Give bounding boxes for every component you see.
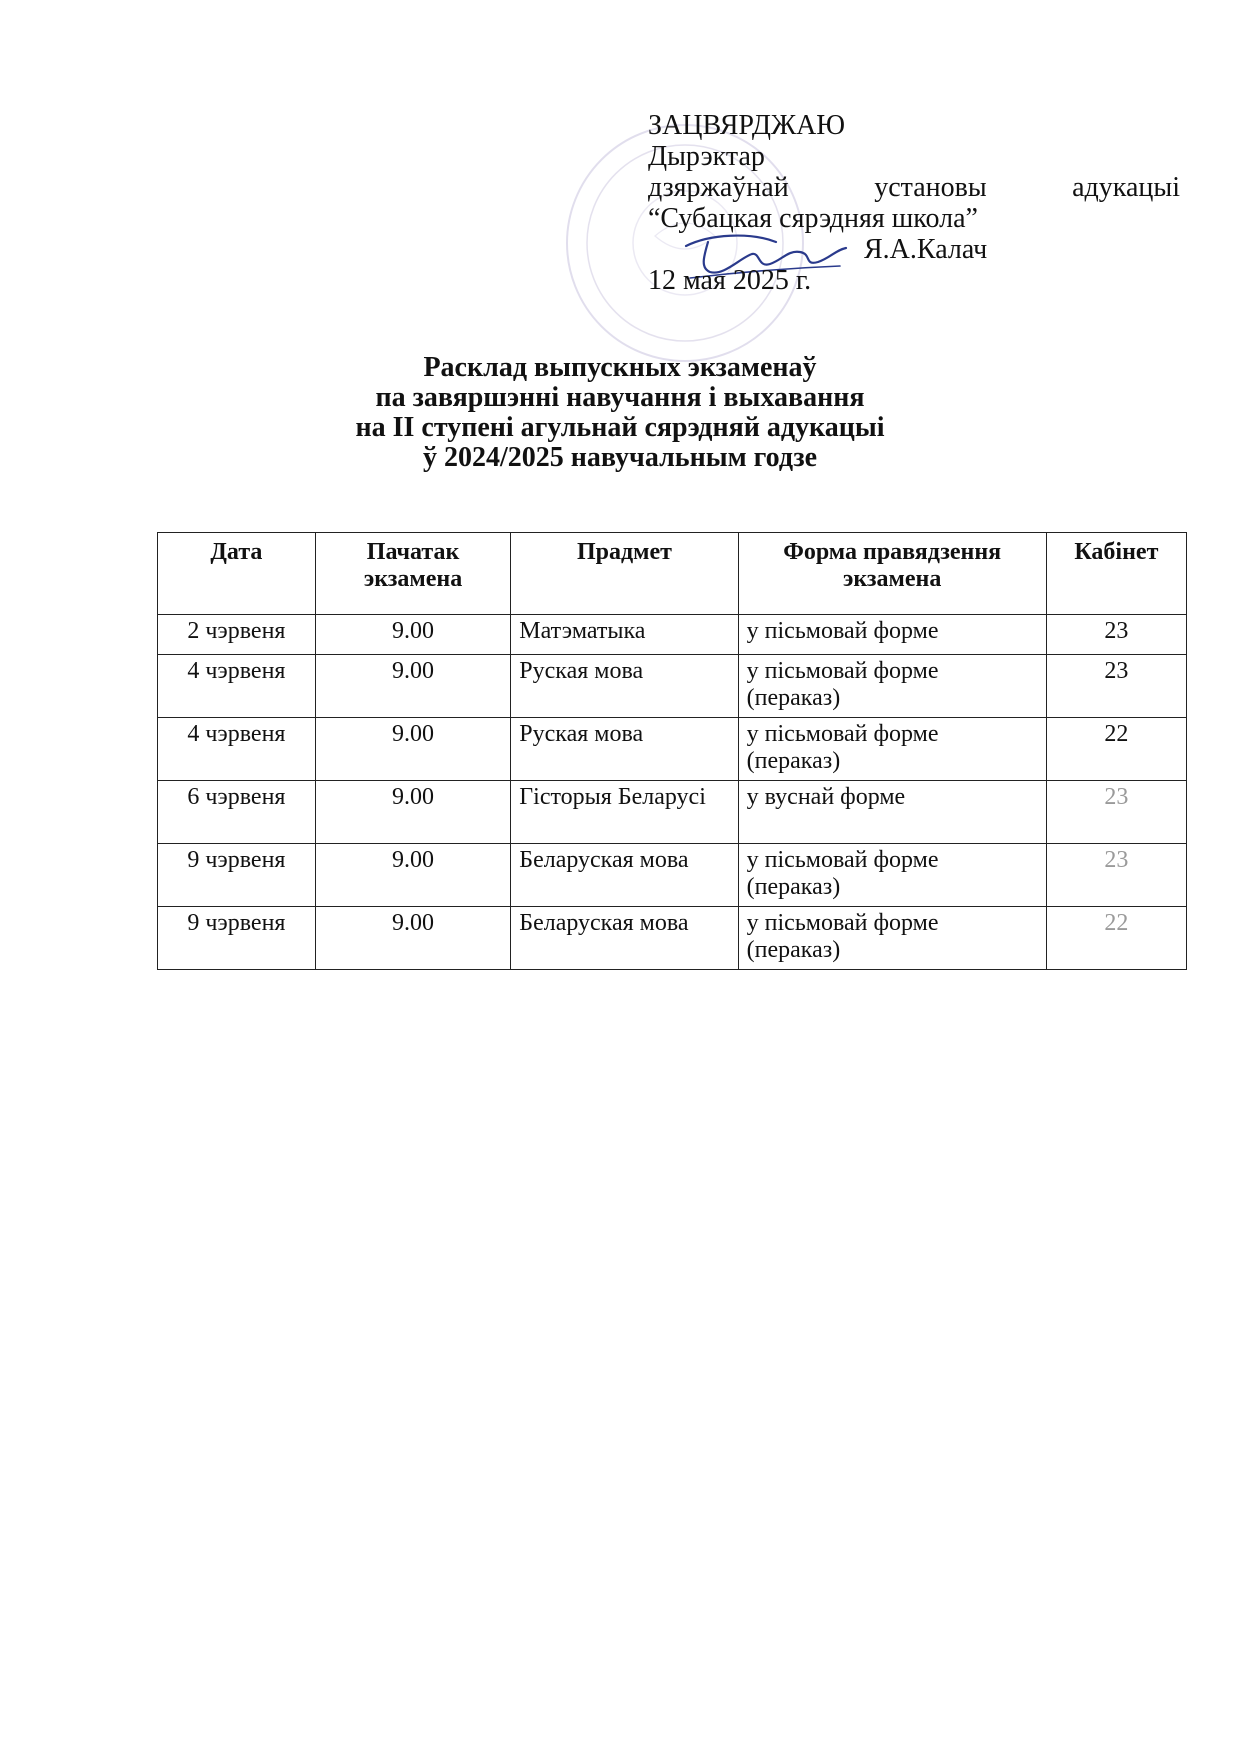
approval-heading: ЗАЦВЯРДЖАЮ: [648, 110, 846, 141]
cell-room: 23: [1046, 615, 1186, 655]
cell-date: 4 чэрвеня: [158, 655, 316, 718]
cell-form: у вуснай форме: [738, 781, 1046, 844]
organization-word: дзяржаўнай: [648, 172, 789, 203]
cell-room: 23: [1046, 844, 1186, 907]
header-form: Форма правядзення экзамена: [738, 533, 1046, 615]
cell-room: 22: [1046, 907, 1186, 970]
cell-room: 23: [1046, 655, 1186, 718]
cell-subject: Руская мова: [511, 718, 738, 781]
cell-room: 22: [1046, 718, 1186, 781]
header-subject: Прадмет: [511, 533, 738, 615]
cell-start: 9.00: [315, 844, 510, 907]
cell-start: 9.00: [315, 718, 510, 781]
cell-date: 2 чэрвеня: [158, 615, 316, 655]
table-row: [158, 615, 1187, 655]
cell-subject: Матэматыка: [511, 615, 738, 655]
organization-word: установы: [874, 172, 987, 203]
director-position: Дырэктар: [648, 141, 765, 172]
exam-schedule-table: [157, 532, 1187, 970]
cell-form: у пісьмовай форме: [738, 615, 1046, 655]
header-room: Кабінет: [1046, 533, 1186, 615]
table-row: [158, 718, 1187, 781]
table-header-row: [158, 533, 1187, 615]
organization-line: [648, 172, 1180, 203]
table-row: [158, 655, 1187, 718]
cell-start: 9.00: [315, 655, 510, 718]
cell-form: у пісьмовай форме (пераказ): [738, 907, 1046, 970]
title-line: па завяршэнні навучання і выхавання: [375, 382, 865, 413]
cell-subject: Руская мова: [511, 655, 738, 718]
cell-subject: Беларуская мова: [511, 907, 738, 970]
table-row: [158, 907, 1187, 970]
cell-room: 23: [1046, 781, 1186, 844]
header-date: Дата: [158, 533, 316, 615]
cell-form: у пісьмовай форме (пераказ): [738, 844, 1046, 907]
approval-date: 12 мая 2025 г.: [648, 265, 812, 296]
document-title: [0, 353, 1240, 473]
cell-form: у пісьмовай форме (пераказ): [738, 718, 1046, 781]
cell-date: 6 чэрвеня: [158, 781, 316, 844]
signatory-name: Я.А.Калач: [864, 234, 988, 265]
cell-subject: Беларуская мова: [511, 844, 738, 907]
cell-date: 9 чэрвеня: [158, 907, 316, 970]
cell-start: 9.00: [315, 907, 510, 970]
organization-word: адукацыі: [1072, 172, 1180, 203]
title-line: ў 2024/2025 навучальным годзе: [422, 442, 818, 473]
cell-form: у пісьмовай форме (пераказ): [738, 655, 1046, 718]
header-start: Пачатак экзамена: [315, 533, 510, 615]
cell-date: 9 чэрвеня: [158, 844, 316, 907]
table-row: [158, 781, 1187, 844]
cell-subject: Гісторыя Беларусі: [511, 781, 738, 844]
title-line: на ІІ ступені агульнай сярэдняй адукацыі: [355, 412, 885, 443]
table-row: [158, 844, 1187, 907]
cell-start: 9.00: [315, 781, 510, 844]
school-name: “Субацкая сярэдняя школа”: [648, 203, 978, 234]
title-line: Расклад выпускных экзаменаў: [423, 352, 817, 383]
cell-date: 4 чэрвеня: [158, 718, 316, 781]
approval-block: [648, 110, 1180, 296]
cell-start: 9.00: [315, 615, 510, 655]
